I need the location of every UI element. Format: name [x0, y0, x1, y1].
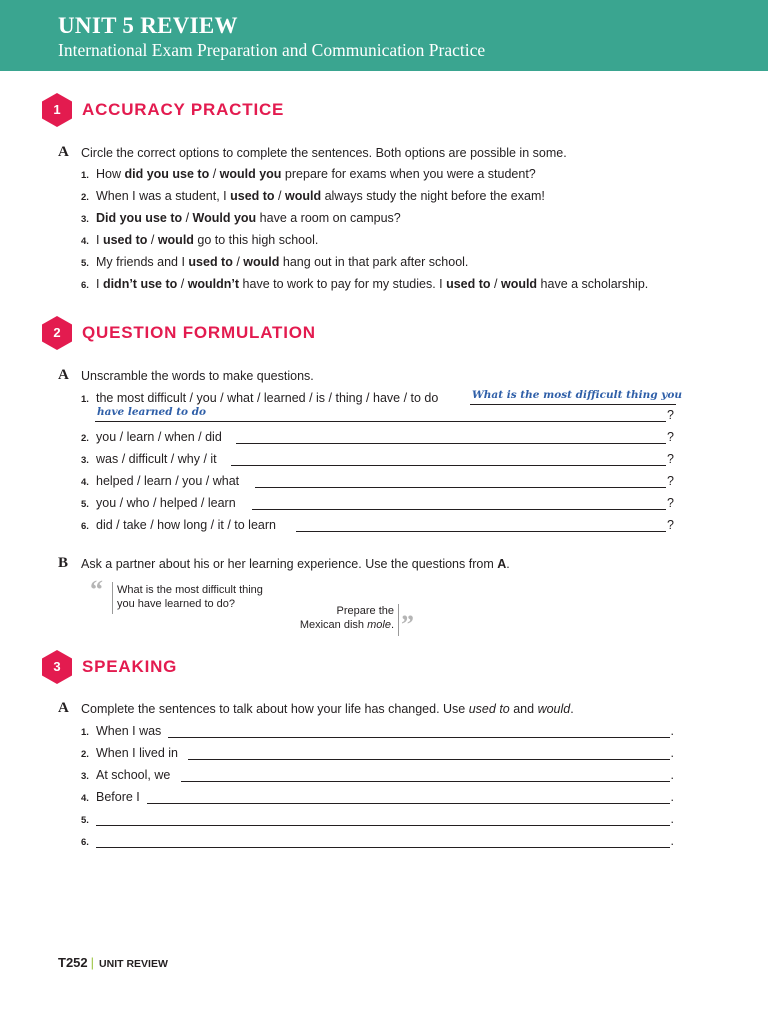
- option-1[interactable]: used to: [188, 255, 233, 269]
- item-number: 5.: [81, 258, 89, 269]
- section-header-2: [40, 316, 640, 350]
- page-number: T252: [58, 955, 88, 970]
- exercise-letter: A: [58, 144, 69, 160]
- exercise-item: 1. How did you use to / would you prepare for exams when you were a student?: [81, 167, 536, 181]
- item-number: 1.: [81, 394, 89, 405]
- answer-line[interactable]: [96, 847, 670, 848]
- option-3[interactable]: used to: [446, 277, 491, 291]
- page-footer: [58, 955, 168, 970]
- exercise-item: 6. I didn’t use to / wouldn’t have to work to pay for my studies. I used to / would have a scholarship.: [81, 277, 649, 291]
- answer-line[interactable]: [188, 759, 670, 760]
- question-item: 6. did / take / how long / it / to learn ?: [81, 518, 674, 532]
- option-1[interactable]: Did you use to: [96, 211, 183, 225]
- handwritten-answer: What is the most difficult thing you: [472, 389, 683, 401]
- unit-subtitle: International Exam Preparation and Communication Practice: [58, 40, 486, 60]
- item-number: 6.: [81, 521, 89, 532]
- exercise-item: 5. My friends and I used to / would hang out in that park after school.: [81, 255, 469, 269]
- item-number: 6.: [81, 280, 89, 291]
- option-2[interactable]: would: [157, 233, 194, 247]
- exercise-instruction: Unscramble the words to make questions.: [81, 369, 314, 383]
- item-number: 4.: [81, 793, 89, 804]
- section-title: SPEAKING: [82, 657, 178, 676]
- scrambled-words: helped / learn / you / what: [96, 474, 240, 488]
- item-number: 6.: [81, 837, 89, 848]
- section-number: 3: [53, 659, 61, 674]
- speaking-item: 1. When I was .: [81, 724, 674, 738]
- scrambled-words: did / take / how long / it / to learn: [96, 518, 276, 532]
- unit-title: UNIT 5 REVIEW: [58, 13, 238, 38]
- option-1[interactable]: did you use to: [124, 167, 210, 181]
- exercise-instruction: Ask a partner about his or her learning experience. Use the questions from A.: [81, 557, 510, 571]
- close-quote-icon: ”: [401, 610, 414, 639]
- section-title: ACCURACY PRACTICE: [82, 100, 285, 119]
- item-number: 2.: [81, 433, 89, 444]
- scrambled-words: the most difficult / you / what / learned / is / thing / have / to do: [96, 391, 439, 405]
- speaking-item: 5. .: [81, 812, 674, 826]
- exercise-letter: B: [58, 555, 69, 571]
- answer-line[interactable]: [296, 531, 666, 532]
- answer-line[interactable]: [181, 781, 670, 782]
- exercise-item: 3. Did you use to / Would you have a room on campus?: [81, 211, 401, 225]
- option-2[interactable]: would you: [219, 167, 282, 181]
- section-number: 2: [53, 325, 61, 340]
- option-2[interactable]: Would you: [192, 211, 257, 225]
- question-item: 4. helped / learn / you / what ?: [81, 474, 674, 488]
- answer-line[interactable]: [236, 443, 666, 444]
- exercise-item: 2. When I was a student, I used to / would always study the night before the exam!: [81, 189, 545, 203]
- answer-line[interactable]: [96, 825, 670, 826]
- scrambled-words: you / who / helped / learn: [96, 496, 236, 510]
- item-number: 1.: [81, 727, 89, 738]
- page-header: [0, 0, 768, 71]
- speech-bubble-2: Prepare the Mexican dish mole.: [299, 605, 394, 631]
- item-number: 4.: [81, 477, 89, 488]
- handwritten-answer: have learned to do: [97, 406, 207, 418]
- section-header-1: [40, 93, 640, 127]
- option-2[interactable]: would: [284, 189, 322, 203]
- item-number: 5.: [81, 815, 89, 826]
- answer-line[interactable]: [470, 404, 676, 405]
- answer-line[interactable]: [252, 509, 666, 510]
- speaking-item: 2. When I lived in .: [81, 746, 674, 760]
- footer-separator: |: [90, 955, 95, 970]
- item-number: 5.: [81, 499, 89, 510]
- section-title: QUESTION FORMULATION: [82, 323, 316, 342]
- answer-line[interactable]: [168, 737, 670, 738]
- speaking-item: 6. .: [81, 834, 674, 848]
- answer-line[interactable]: [95, 421, 666, 422]
- exercise-instruction: Complete the sentences to talk about how your life has changed. Use used to and would.: [81, 702, 574, 716]
- speaking-item: 3. At school, we .: [81, 768, 674, 782]
- section-header-3: [40, 650, 640, 684]
- exercise-letter: A: [58, 700, 69, 716]
- divider: [112, 582, 113, 614]
- item-number: 2.: [81, 192, 89, 203]
- item-number: 1.: [81, 170, 89, 181]
- exercise-item: 4. I used to / would go to this high school.: [81, 233, 319, 247]
- option-2[interactable]: wouldn’t: [187, 277, 240, 291]
- item-number: 3.: [81, 771, 89, 782]
- footer-label: UNIT REVIEW: [99, 958, 168, 970]
- divider: [398, 604, 399, 636]
- item-number: 3.: [81, 455, 89, 466]
- speaking-item: 4. Before I .: [81, 790, 674, 804]
- speech-bubble-1: What is the most difficult thing you have learned to do?: [117, 584, 263, 610]
- question-item: 2. you / learn / when / did ?: [81, 430, 674, 444]
- item-number: 3.: [81, 214, 89, 225]
- question-item: 5. you / who / helped / learn ?: [81, 496, 674, 510]
- item-number: 4.: [81, 236, 89, 247]
- open-quote-icon: “: [90, 575, 103, 604]
- answer-line[interactable]: [231, 465, 666, 466]
- exercise-letter: A: [58, 367, 69, 383]
- option-2[interactable]: would: [243, 255, 280, 269]
- section-number: 1: [53, 102, 61, 117]
- scrambled-words: was / difficult / why / it: [96, 452, 217, 466]
- option-4[interactable]: would: [500, 277, 538, 291]
- scrambled-words: you / learn / when / did: [96, 430, 222, 444]
- item-number: 2.: [81, 749, 89, 760]
- answer-line[interactable]: [147, 803, 670, 804]
- answer-line[interactable]: [255, 487, 666, 488]
- option-1[interactable]: used to: [230, 189, 275, 203]
- option-1[interactable]: used to: [102, 233, 148, 247]
- question-item: 3. was / difficult / why / it ?: [81, 452, 674, 466]
- question-item-continued: have learned to do ?: [97, 406, 674, 422]
- exercise-instruction: Circle the correct options to complete the sentences. Both options are possible in some.: [81, 146, 567, 160]
- option-1[interactable]: didn’t use to: [102, 277, 178, 291]
